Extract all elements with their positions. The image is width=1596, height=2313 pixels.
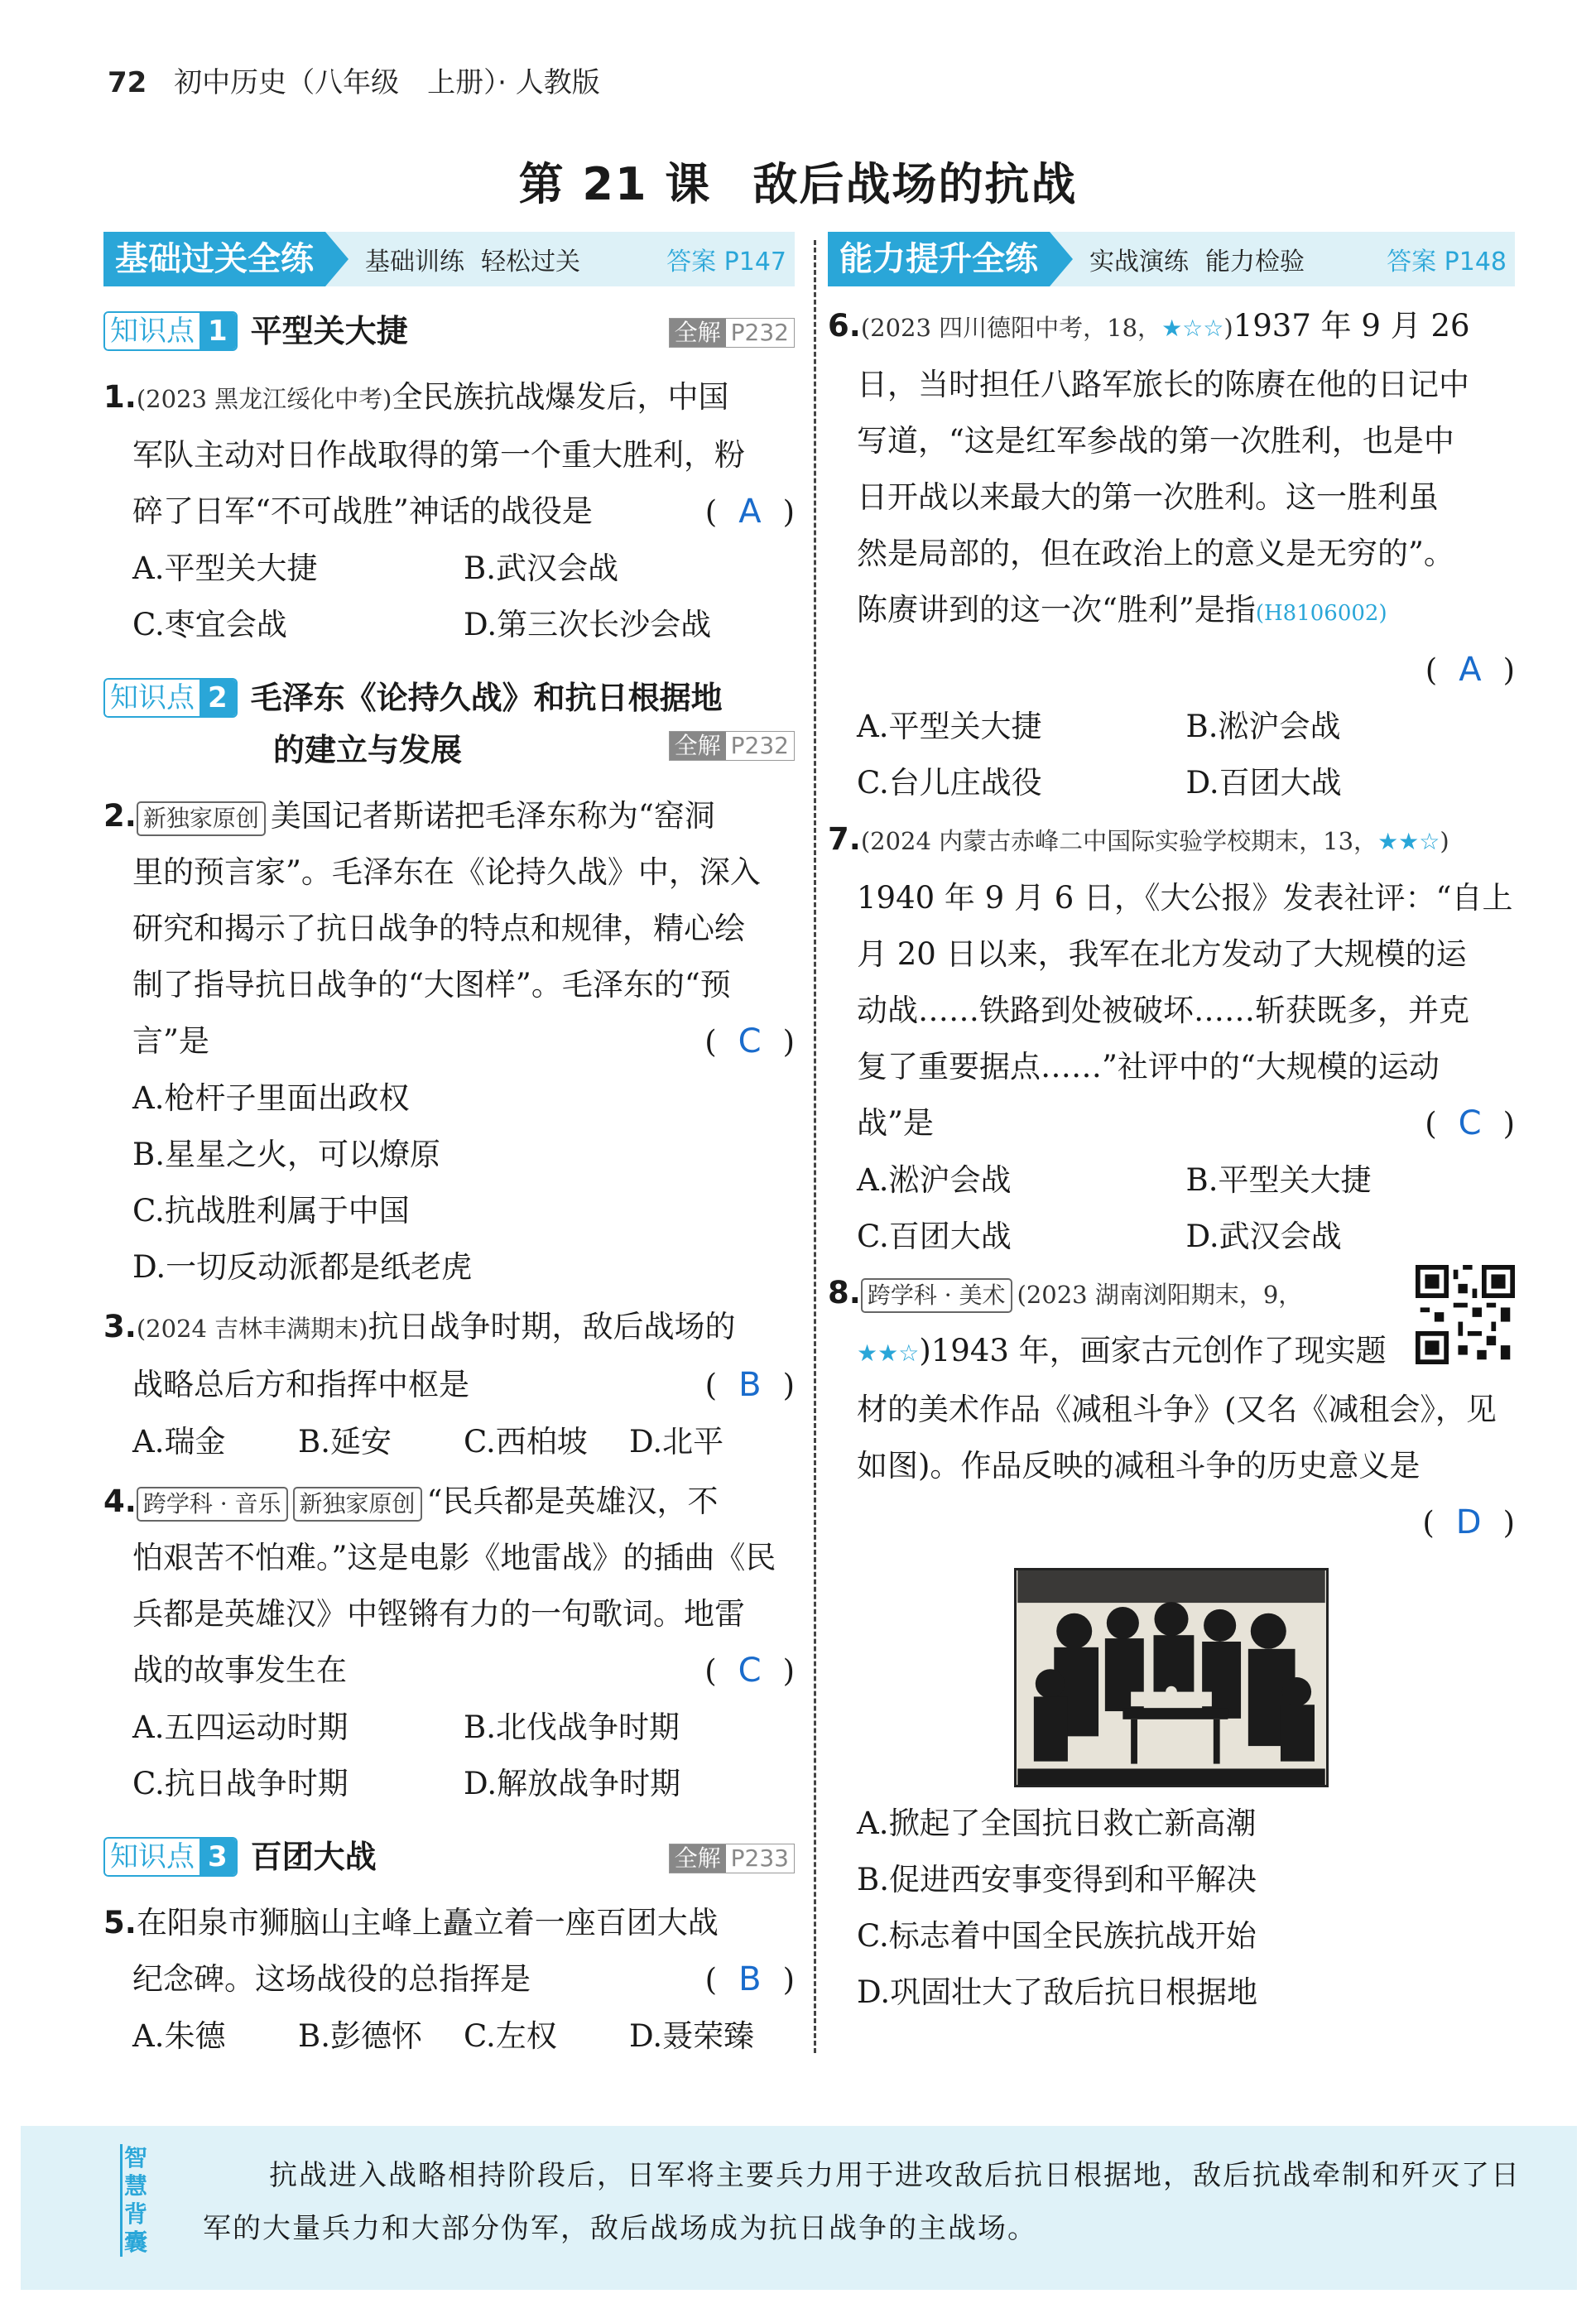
question-stem: 言”是 bbox=[132, 1023, 209, 1059]
kp-ref bbox=[669, 318, 795, 348]
left-banner-title: 基础过关全练 bbox=[103, 232, 325, 286]
question-stem: 纪念碑。这场战役的总指挥是 bbox=[132, 1961, 531, 1997]
question-number: 4. bbox=[103, 1483, 137, 1519]
option-c: C.枣宜会战 bbox=[132, 607, 287, 642]
kp-word: 知识点 bbox=[105, 680, 200, 716]
kp-ref bbox=[669, 1844, 795, 1873]
answer-bracket: ( C ) bbox=[704, 1022, 795, 1060]
difficulty-stars: ★★☆ bbox=[857, 1339, 920, 1367]
right-column bbox=[828, 232, 1515, 2021]
question-number: 5. bbox=[103, 1905, 137, 1940]
kp-ref-page: P232 bbox=[730, 732, 789, 759]
question-4 bbox=[103, 1474, 795, 1812]
option-c: C.左权 bbox=[464, 2018, 557, 2054]
difficulty-stars: ★☆☆ bbox=[1161, 315, 1224, 342]
question-stem: 碎了日军“不可战胜”神话的战役是 bbox=[132, 493, 593, 529]
option-c: C.抗日战争时期 bbox=[132, 1766, 349, 1801]
question-stem: 动战……铁路到处被破坏……斩获既多，并克 bbox=[857, 993, 1469, 1028]
qr-code-icon[interactable] bbox=[1416, 1265, 1515, 1364]
question-3 bbox=[103, 1299, 795, 1470]
question-source-end: ) bbox=[1223, 314, 1233, 342]
option-c: C.台儿庄战役 bbox=[857, 765, 1042, 801]
left-banner-sub2: 轻松过关 bbox=[481, 248, 580, 277]
difficulty-stars: ★★☆ bbox=[1377, 828, 1440, 855]
answer-letter: C bbox=[738, 1022, 762, 1060]
option-b: B.星星之火，可以燎原 bbox=[132, 1137, 440, 1172]
question-stem: 战”是 bbox=[857, 1105, 934, 1141]
question-2 bbox=[103, 788, 795, 1296]
left-answer-ref: 答案 P147 bbox=[666, 248, 786, 277]
knowledge-point-2 bbox=[103, 678, 795, 770]
option-c: C.抗战胜利属于中国 bbox=[132, 1193, 410, 1229]
answer-letter: D bbox=[1455, 1503, 1482, 1541]
answer-bracket: ( B ) bbox=[704, 1366, 795, 1404]
question-source: (2023 四川德阳中考，18， bbox=[860, 314, 1162, 342]
question-number: 8. bbox=[828, 1275, 861, 1310]
kp-title: 毛泽东《论持久战》和抗日根据地 bbox=[250, 680, 723, 716]
answer-bracket: ( A ) bbox=[704, 493, 795, 531]
question-stem: 1940 年 9 月 6 日，《大公报》发表社评：“自上 bbox=[857, 880, 1513, 916]
question-stem: 制了指导抗日战争的“大图样”。毛泽东的“预 bbox=[132, 967, 731, 1003]
option-b: B.武汉会战 bbox=[464, 551, 618, 586]
knowledge-point-3 bbox=[103, 1837, 795, 1877]
kp-num: 3 bbox=[200, 1839, 236, 1875]
kp-ref bbox=[669, 731, 795, 761]
question-stem: 陈赓讲到的这一次“胜利”是指 bbox=[857, 592, 1256, 628]
kp-num: 2 bbox=[200, 680, 236, 716]
lesson-name: 敌后战场的抗战 bbox=[752, 158, 1078, 210]
question-number: 3. bbox=[103, 1309, 137, 1344]
option-a: A.平型关大捷 bbox=[132, 551, 318, 586]
answer-bracket: ( B ) bbox=[704, 1960, 795, 1998]
kp-num: 1 bbox=[200, 313, 236, 349]
question-source-end: ) bbox=[1440, 827, 1449, 855]
left-banner bbox=[103, 232, 795, 286]
right-banner-subtitle bbox=[1089, 241, 1305, 277]
question-stem: 兵都是英雄汉》中铿锵有力的一句歌词。地雷 bbox=[132, 1596, 745, 1632]
answer-bracket: ( D ) bbox=[1422, 1503, 1515, 1541]
wisdom-footer bbox=[21, 2126, 1577, 2290]
knowledge-point-1 bbox=[103, 311, 795, 351]
question-stem: 在阳泉市狮脑山主峰上矗立着一座百团大战 bbox=[136, 1905, 719, 1940]
answer-letter: B bbox=[738, 1366, 762, 1404]
question-stem: 里的预言家”。毛泽东在《论持久战》中，深入 bbox=[132, 854, 761, 890]
kp-title-line2: 的建立与发展 bbox=[273, 732, 463, 768]
question-tag: 跨学科 · 音乐 bbox=[137, 1487, 288, 1522]
option-c: C.标志着中国全民族抗战开始 bbox=[857, 1918, 1257, 1954]
question-stem: 然是局部的，但在政治上的意义是无穷的”。 bbox=[857, 536, 1454, 571]
option-a: A.淞沪会战 bbox=[857, 1162, 1012, 1198]
woodcut-illustration bbox=[1017, 1570, 1326, 1785]
kp-title: 平型关大捷 bbox=[250, 313, 408, 349]
question-number: 6. bbox=[828, 308, 861, 344]
option-d: D.解放战争时期 bbox=[464, 1766, 681, 1801]
kp-ref-page: P232 bbox=[730, 319, 789, 346]
left-column bbox=[103, 232, 795, 2065]
answer-letter: B bbox=[738, 1960, 762, 1998]
question-stem: 日开战以来最大的第一次胜利。这一胜利虽 bbox=[857, 479, 1439, 515]
option-c: C.西柏坡 bbox=[464, 1424, 588, 1459]
option-c: C.百团大战 bbox=[857, 1219, 1012, 1254]
question-stem: 1937 年 9 月 26 bbox=[1233, 308, 1470, 344]
right-answer-ref: 答案 P148 bbox=[1387, 248, 1507, 277]
kp-ref-label: 全解 bbox=[670, 1844, 726, 1873]
question-tag: 新独家原创 bbox=[293, 1487, 422, 1522]
question-stem: 军队主动对日作战取得的第一个重大胜利，粉 bbox=[132, 437, 745, 473]
option-d: D.北平 bbox=[629, 1424, 724, 1459]
question-stem: 抗日战争时期，敌后战场的 bbox=[368, 1309, 736, 1344]
right-banner-sub1: 实战演练 bbox=[1089, 248, 1189, 277]
option-a: A.掀起了全国抗日救亡新高潮 bbox=[857, 1806, 1257, 1841]
kp-word: 知识点 bbox=[105, 313, 200, 349]
column-divider bbox=[814, 240, 816, 2053]
woodcut-image bbox=[1014, 1568, 1329, 1787]
question-source: (2023 黑龙江绥化中考) bbox=[136, 385, 392, 413]
answer-bracket: ( C ) bbox=[1425, 1104, 1515, 1142]
footer-text: 抗战进入战略相持阶段后，日军将主要兵力用于进攻敌后抗日根据地，敌后抗战牵制和歼灭了日军的大量兵力和大部分伪军，敌后战场成为抗日战争的主战场。 bbox=[203, 2159, 1521, 2245]
kp-badge bbox=[103, 1837, 238, 1877]
question-number: 7. bbox=[828, 821, 861, 857]
option-a: A.朱德 bbox=[132, 2018, 226, 2054]
question-6 bbox=[828, 298, 1515, 811]
option-b: B.平型关大捷 bbox=[1185, 1162, 1372, 1198]
option-d: D.第三次长沙会战 bbox=[464, 607, 712, 642]
kp-ref-label: 全解 bbox=[670, 319, 726, 347]
option-b: B.淞沪会战 bbox=[1185, 709, 1341, 744]
answer-bracket: ( C ) bbox=[704, 1652, 795, 1690]
question-stem: 战略总后方和指挥中枢是 bbox=[132, 1367, 469, 1402]
option-d: D.聂荣臻 bbox=[629, 2018, 755, 2054]
lesson-title bbox=[0, 149, 1596, 213]
option-b: B.延安 bbox=[298, 1424, 392, 1459]
question-code: (H8106002) bbox=[1255, 601, 1387, 626]
answer-letter: C bbox=[738, 1652, 762, 1690]
question-stem: )1943 年，画家古元创作了现实题 bbox=[919, 1333, 1387, 1368]
question-stem: 怕艰苦不怕难。”这是电影《地雷战》的插曲《民 bbox=[132, 1540, 776, 1575]
left-banner-subtitle bbox=[365, 241, 580, 277]
right-banner-title: 能力提升全练 bbox=[828, 232, 1050, 286]
left-banner-sub1: 基础训练 bbox=[365, 248, 464, 277]
answer-letter: A bbox=[738, 493, 762, 531]
kp-ref-label: 全解 bbox=[670, 732, 726, 760]
question-stem: 全民族抗战爆发后，中国 bbox=[392, 379, 729, 415]
answer-letter: A bbox=[1459, 651, 1482, 689]
kp-badge bbox=[103, 311, 238, 351]
option-b: B.彭德怀 bbox=[298, 2018, 422, 2054]
option-d: D.武汉会战 bbox=[1185, 1219, 1342, 1254]
question-tag: 跨学科 · 美术 bbox=[861, 1278, 1012, 1313]
option-a: A.五四运动时期 bbox=[132, 1710, 349, 1745]
question-source: (2024 内蒙古赤峰二中国际实验学校期末，13， bbox=[860, 827, 1378, 855]
page-number: 72 bbox=[108, 66, 147, 99]
option-a: A.平型关大捷 bbox=[857, 709, 1042, 744]
question-1 bbox=[103, 369, 795, 653]
question-stem: 如图)。作品反映的减租斗争的历史意义是 bbox=[857, 1448, 1421, 1483]
option-b: B.北伐战争时期 bbox=[464, 1710, 680, 1745]
question-stem: 研究和揭示了抗日战争的特点和规律，精心绘 bbox=[132, 911, 745, 946]
option-b: B.促进西安事变得到和平解决 bbox=[857, 1862, 1257, 1897]
kp-ref-page: P233 bbox=[730, 1844, 789, 1872]
answer-bracket: ( A ) bbox=[1425, 651, 1515, 689]
option-a: A.枪杆子里面出政权 bbox=[132, 1080, 410, 1116]
question-stem: 月 20 日以来，我军在北方发动了大规模的运 bbox=[857, 936, 1467, 972]
question-stem: 日，当时担任八路军旅长的陈赓在他的日记中 bbox=[857, 367, 1469, 402]
question-source: (2023 湖南浏阳期末，9， bbox=[1017, 1281, 1303, 1309]
answer-letter: C bbox=[1458, 1104, 1482, 1142]
lesson-number: 第 21 课 bbox=[518, 158, 712, 210]
question-stem: “民兵都是英雄汉，不 bbox=[426, 1483, 719, 1519]
book-title: 初中历史（八年级 上册）· 人教版 bbox=[174, 66, 600, 99]
question-number: 1. bbox=[103, 379, 137, 415]
option-d: D.巩固壮大了敌后抗日根据地 bbox=[857, 1974, 1258, 2010]
question-source: (2024 吉林丰满期末) bbox=[136, 1315, 368, 1343]
option-d: D.一切反动派都是纸老虎 bbox=[132, 1249, 473, 1285]
kp-word: 知识点 bbox=[105, 1839, 200, 1875]
footer-label: 智慧背囊 bbox=[120, 2144, 148, 2257]
page-header bbox=[108, 60, 600, 100]
question-stem: 写道，“这是红军参战的第一次胜利，也是中 bbox=[857, 423, 1454, 459]
right-banner-sub2: 能力检验 bbox=[1205, 248, 1305, 277]
question-stem: 复了重要据点……”社评中的“大规模的运动 bbox=[857, 1049, 1440, 1084]
right-banner bbox=[828, 232, 1515, 286]
question-number: 2. bbox=[103, 798, 137, 834]
question-7 bbox=[828, 811, 1515, 1265]
question-stem: 材的美术作品《减租斗争》(又名《减租会》，见 bbox=[857, 1392, 1497, 1427]
kp-title: 百团大战 bbox=[250, 1839, 377, 1875]
question-8 bbox=[828, 1265, 1515, 2021]
question-5 bbox=[103, 1895, 795, 2065]
kp-badge bbox=[103, 678, 238, 718]
question-tag: 新独家原创 bbox=[137, 801, 266, 836]
option-a: A.瑞金 bbox=[132, 1424, 226, 1459]
option-d: D.百团大战 bbox=[1185, 765, 1342, 801]
question-stem: 战的故事发生在 bbox=[132, 1652, 347, 1688]
question-stem: 美国记者斯诺把毛泽东称为“窑洞 bbox=[270, 798, 715, 834]
